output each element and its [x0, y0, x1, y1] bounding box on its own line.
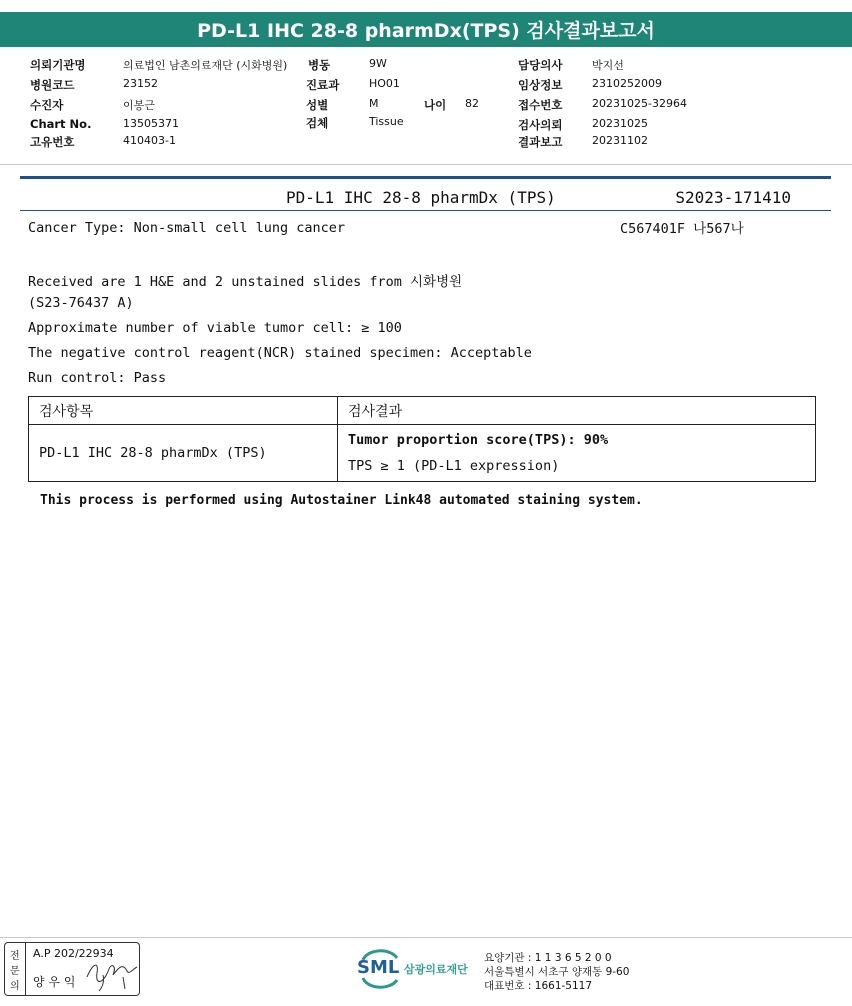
- address: 서울특별시 서초구 양재동 9-60: [484, 966, 630, 978]
- info-label-request-date: 검사의뢰: [518, 118, 563, 132]
- report-line-tumor-cell: Approximate number of viable tumor cell: ≥ 100: [28, 320, 402, 336]
- info-label-clinical-info: 임상정보: [518, 78, 563, 92]
- info-value-specimen: Tissue: [369, 115, 404, 128]
- report-title-row: [20, 186, 831, 211]
- info-label-ward: 병동: [308, 58, 331, 72]
- cancer-type: Cancer Type: Non-small cell lung cancer: [28, 220, 345, 236]
- info-value-age: 82: [465, 97, 479, 110]
- sml-org-name: 삼광의료재단: [404, 963, 468, 976]
- info-value-receipt-no: 20231025-32964: [592, 97, 687, 110]
- info-label-institution: 의뢰기관명: [30, 58, 86, 72]
- phone-number: 대표번호 : 1661-5117: [484, 980, 593, 992]
- report-line-received: Received are 1 H&E and 2 unstained slides from 시화병원: [28, 274, 463, 290]
- info-label-patient: 수진자: [30, 98, 64, 112]
- info-label-specimen: 검체: [306, 116, 329, 130]
- result-table: [28, 396, 816, 482]
- physician-signature-box: [4, 942, 140, 996]
- report-line-ncr: The negative control reagent(NCR) stained specimen: Acceptable: [28, 345, 532, 361]
- license-number: A.P 202/22934: [33, 947, 114, 960]
- info-label-department: 진료과: [306, 78, 340, 92]
- info-label-age: 나이: [424, 98, 447, 112]
- institution-code: 요양기관 : 1 1 3 6 5 2 0 0: [484, 952, 612, 964]
- report-line-specimen-no: (S23-76437 A): [28, 295, 134, 311]
- info-value-report-date: 20231102: [592, 134, 648, 147]
- report-number: S2023-171410: [675, 188, 791, 207]
- info-value-patient: 이봉근: [123, 99, 155, 112]
- info-label-doctor: 담당의사: [518, 58, 563, 72]
- report-line-run-control: Run control: Pass: [28, 370, 167, 386]
- info-value-institution: 의료법인 남촌의료재단 (시화병원): [123, 59, 288, 72]
- report-top-rule: [20, 176, 831, 179]
- table-row: [29, 425, 816, 482]
- result-item: PD-L1 IHC 28-8 pharmDx (TPS): [29, 425, 338, 482]
- info-label-receipt-no: 접수번호: [518, 98, 563, 112]
- info-value-unique-no: 410403-1: [123, 134, 176, 147]
- report-test-name: PD-L1 IHC 28-8 pharmDx (TPS): [286, 188, 556, 207]
- info-value-hospital-code: 23152: [123, 77, 158, 90]
- signature-scribble: [83, 955, 139, 993]
- info-value-ward: 9W: [369, 57, 387, 70]
- specimen-code: C567401F 나567나: [620, 221, 744, 237]
- info-value-request-date: 20231025: [592, 117, 648, 130]
- header-divider: [0, 164, 852, 165]
- info-value-doctor: 박지선: [592, 59, 624, 72]
- result-tps-score: Tumor proportion score(TPS): 90%: [348, 432, 609, 448]
- info-value-chart-no: 13505371: [123, 117, 179, 130]
- col-header-item: 검사항목: [29, 397, 338, 425]
- physician-name: 양 우 익: [33, 975, 76, 989]
- report-title: PD-L1 IHC 28-8 pharmDx(TPS) 검사결과보고서: [197, 20, 655, 42]
- result-table-header: [29, 397, 816, 425]
- side-char-2: 문: [10, 966, 20, 977]
- specialist-side-label: [5, 943, 26, 995]
- col-header-result: 검사결과: [338, 397, 816, 425]
- info-value-department: HO01: [369, 77, 400, 90]
- info-label-hospital-code: 병원코드: [30, 78, 75, 92]
- info-label-report-date: 결과보고: [518, 135, 563, 149]
- process-note: This process is performed using Autostainer Link48 automated staining system.: [40, 493, 643, 508]
- side-char-3: 의: [10, 981, 20, 992]
- result-tps-expression: TPS ≥ 1 (PD-L1 expression): [348, 458, 560, 474]
- side-char-1: 전: [10, 951, 20, 962]
- sml-logo: [357, 946, 477, 990]
- footer-divider: [0, 937, 852, 938]
- info-label-chart-no: Chart No.: [30, 117, 92, 131]
- patient-info-section: [0, 52, 852, 164]
- result-cell: [338, 425, 816, 482]
- sml-logo-text: SML: [357, 957, 400, 978]
- report-title-banner: [0, 12, 852, 47]
- info-value-clinical-info: 2310252009: [592, 77, 662, 90]
- info-label-unique-no: 고유번호: [30, 135, 75, 149]
- info-label-sex: 성별: [306, 98, 329, 112]
- info-value-sex: M: [369, 97, 379, 110]
